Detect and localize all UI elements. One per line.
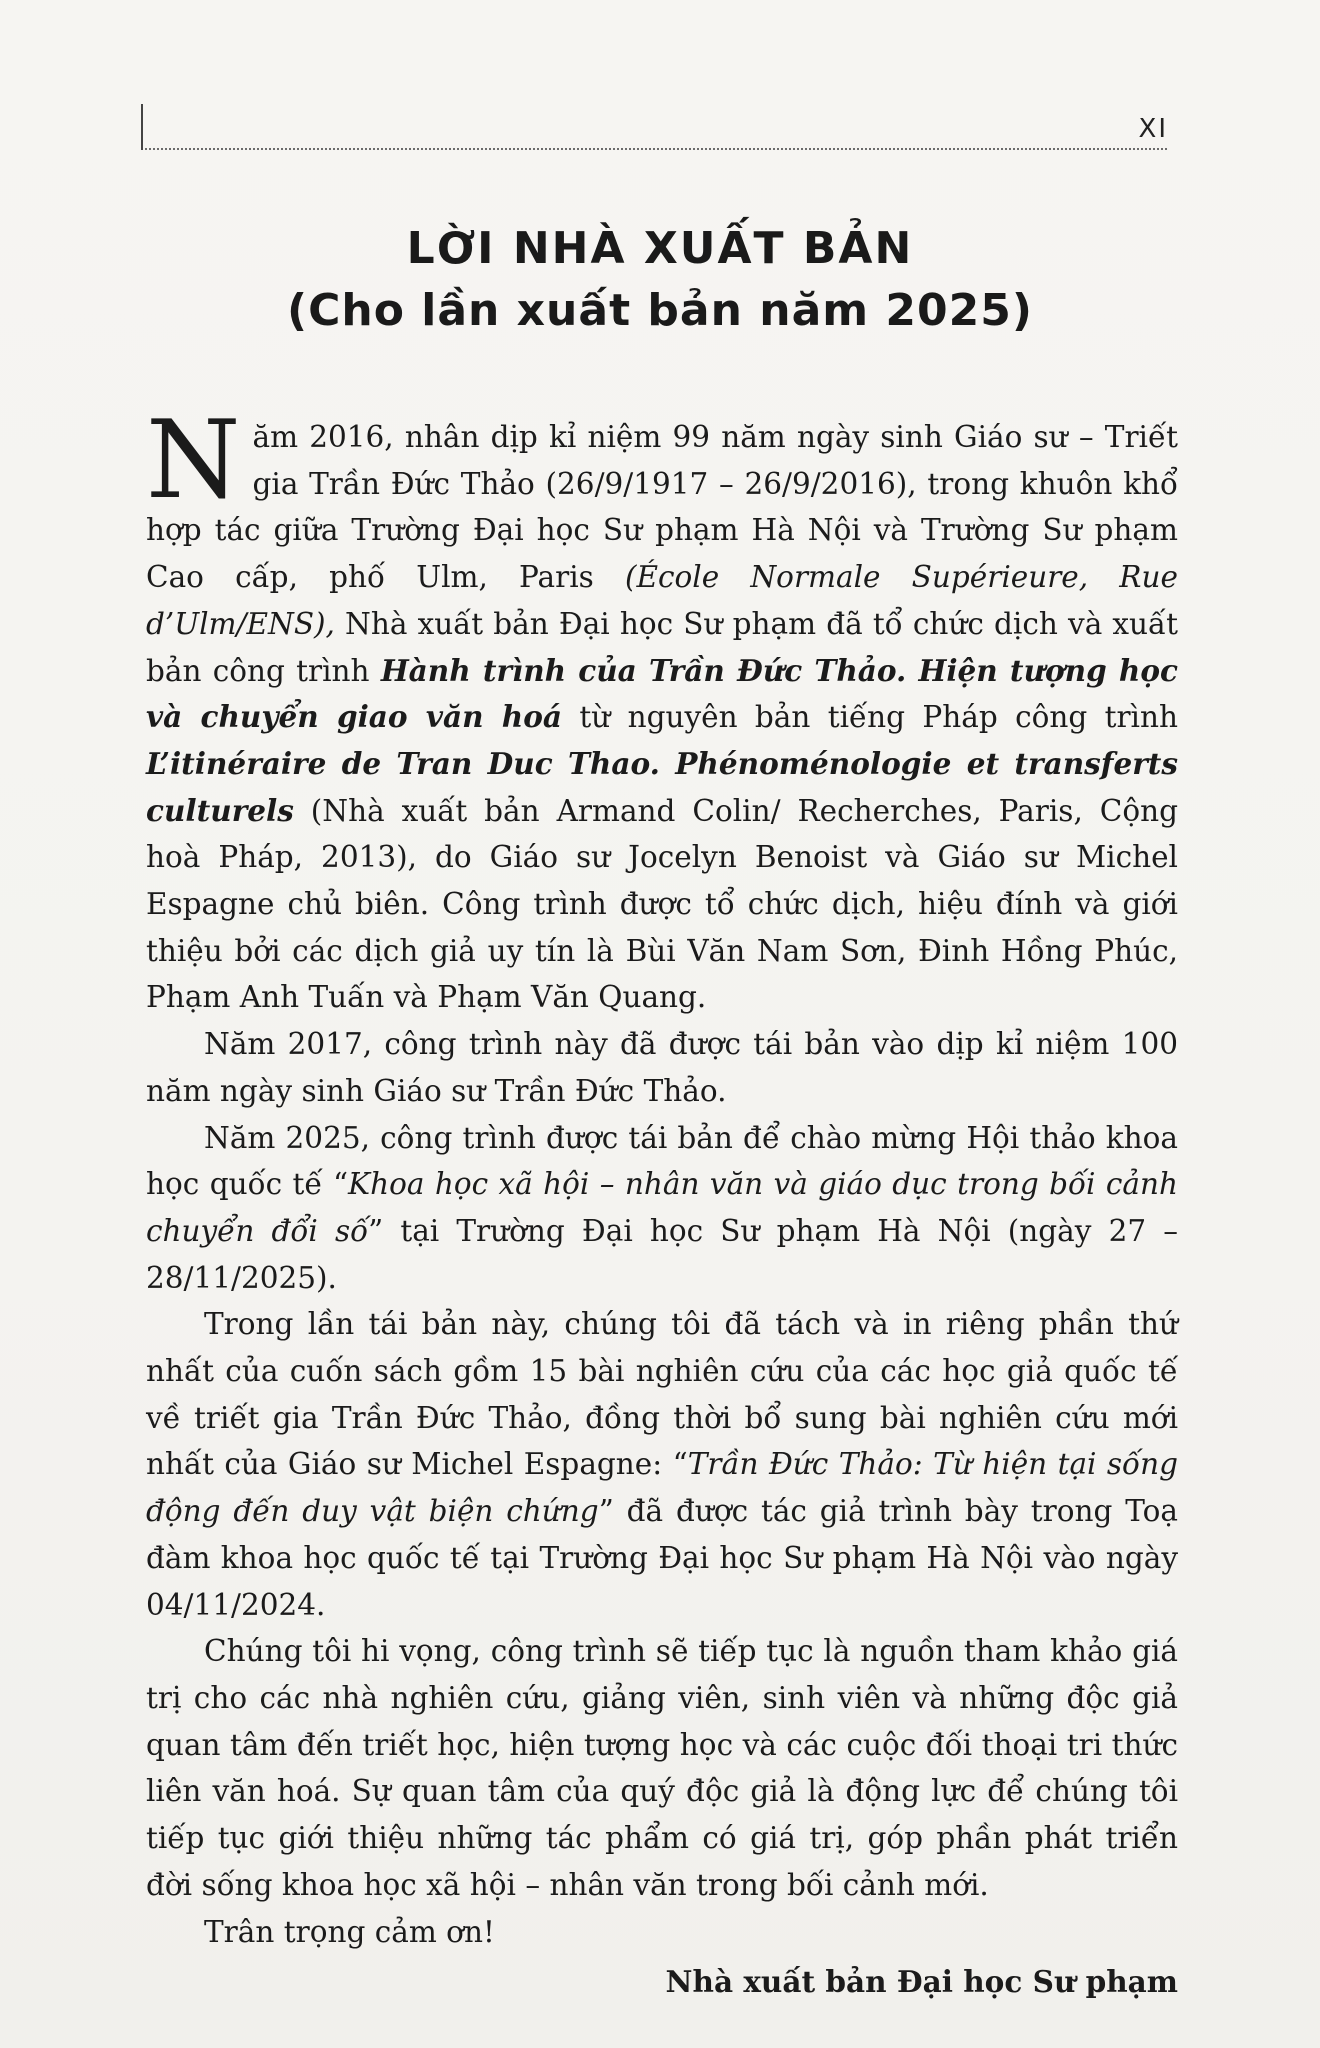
p1-text-a: ăm 2016, nhân dịp kỉ niệm 99 năm ngày sinh Giáo sư – Triết gia Trần Đức Thảo (26/9/1917 – 26/9/2016), trong khuôn khổ hợp tác giữa Trường Đại học Sư phạm Hà Nội và Trường Sư phạm Cao cấp, phố Ulm, Paris [146, 420, 1178, 595]
p3-text-a: Năm 2025, công trình được tái bản để chào mừng Hội thảo khoa học quốc tế “ [146, 1120, 1178, 1202]
p1-text-b: Nhà xuất bản Đại học Sư phạm đã tổ chức dịch và xuất bản công trình [146, 606, 1178, 688]
paragraph-2: Năm 2017, công trình này đã được tái bản vào dịp kỉ niệm 100 năm ngày sinh Giáo sư Trần Đức Thảo. [146, 1027, 1178, 1108]
drop-cap: N [146, 398, 241, 523]
paragraph-3 [146, 1115, 1178, 1302]
page-title [0, 218, 1320, 342]
p1-text-d: (Nhà xuất bản Armand Colin/ Recherches, Paris, Cộng hoà Pháp, 2013), do Giáo sư Jocelyn Benoist và Giáo sư Michel Espagne chủ biên. Công trình được tổ chức dịch, hiệu đính và giới thiệu bởi các dịch giả uy tín là Bùi Văn Nam Sơn, Đinh Hồng Phúc, Phạm Anh Tuấn và Phạm Văn Quang. [146, 793, 1178, 1015]
title-line-2: (Cho lần xuất bản năm 2025) [286, 285, 1034, 336]
p4-text-b: ” đã được tác giả trình bày trong Toạ đàm khoa học quốc tế tại Trường Đại học Sư phạm Hà Nội vào ngày 04/11/2024. [146, 1494, 1178, 1622]
closing-thanks: Trân trọng cảm ơn! [204, 1914, 495, 1949]
p3-conference: Khoa học xã hội – nhân văn và giáo dục trong bối cảnh chuyển đổi số [146, 1167, 1178, 1248]
title-line-1: LỜI NHÀ XUẤT BẢN [406, 223, 914, 274]
p1-book-fr: L’itinéraire de Tran Duc Thao. Phénoménologie et transferts culturels [146, 745, 1178, 828]
paragraph-1 [146, 398, 1178, 1021]
p3-text-b: ” tại Trường Đại học Sư phạm Hà Nội (ngày 27 – 28/11/2025). [146, 1213, 1178, 1295]
publisher-signature: Nhà xuất bản Đại học Sư phạm [665, 1964, 1178, 2000]
p1-ens: (École Normale Supérieure, Rue d’Ulm/ENS), [146, 560, 1178, 641]
header-dotted-rule [145, 148, 1167, 150]
p4-article: Trần Đức Thảo: Từ hiện tại sống động đến duy vật biện chứng [146, 1447, 1178, 1529]
header-corner-mark [141, 104, 143, 150]
p1-text-c: từ nguyên bản tiếng Pháp công trình [562, 700, 1178, 735]
page-number: XI [1138, 114, 1168, 144]
p4-text-a: Trong lần tái bản này, chúng tôi đã tách và in riêng phần thứ nhất của cuốn sách gồm 15 bài nghiên cứu của các học giả quốc tế về triết gia Trần Đức Thảo, đồng thời bổ sung bài nghiên cứu mới nhất của Giáo sư Michel Espagne: “ [146, 1307, 1178, 1482]
paragraph-5: Chúng tôi hi vọng, công trình sẽ tiếp tục là nguồn tham khảo giá trị cho các nhà nghiên cứu, giảng viên, sinh viên và những độc giả quan tâm đến triết học, hiện tượng học và các cuộc đối thoại tri thức liên văn hoá. Sự quan tâm của quý độc giả là động lực để chúng tôi tiếp tục giới thiệu những tác phẩm có giá trị, góp phần phát triển đời sống khoa học xã hội – nhân văn trong bối cảnh mới. [146, 1634, 1178, 1902]
body-text [146, 398, 1178, 2006]
paragraph-4 [146, 1301, 1178, 1628]
p1-book-vi: Hành trình của Trần Đức Thảo. Hiện tượng học và chuyển giao văn hoá [146, 652, 1178, 735]
